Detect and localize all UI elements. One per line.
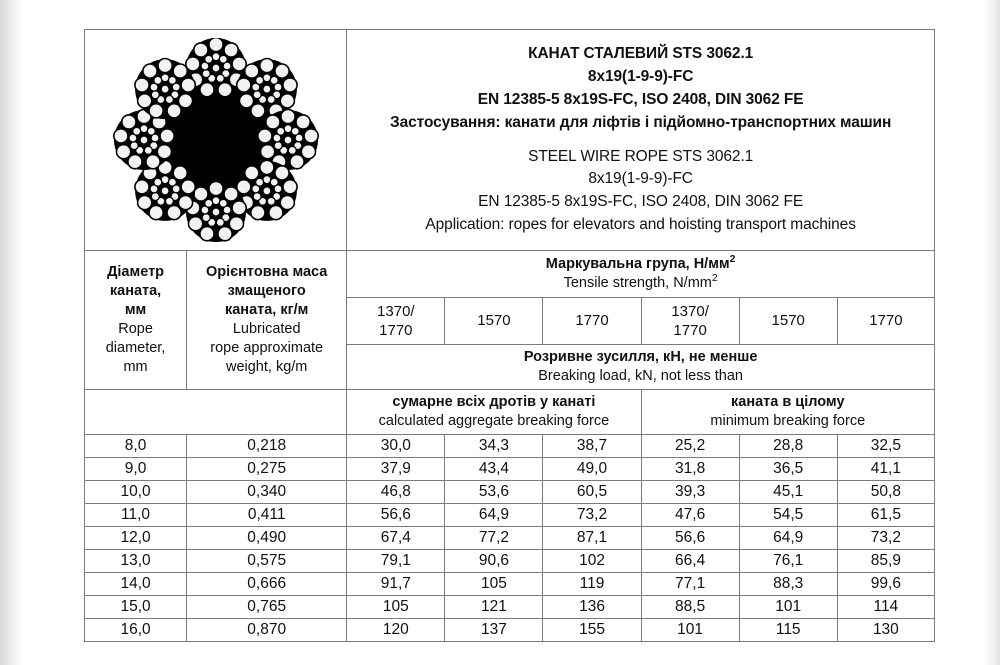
strength-value-minimum-1570: 1570 xyxy=(739,298,837,345)
cell-agg-1570: 43,4 xyxy=(445,458,543,481)
minimum-label-ua: каната в цілому xyxy=(731,393,845,410)
cell-agg-1570: 90,6 xyxy=(445,550,543,573)
cell-min-1570: 64,9 xyxy=(739,527,837,550)
title-en-line-1: STEEL WIRE ROPE STS 3062.1 xyxy=(528,147,754,165)
cell-min-1770: 85,9 xyxy=(837,550,934,573)
title-ua-line-4: Застосування: канати для ліфтів і підйомно-транспортних машин xyxy=(390,113,892,131)
cell-agg-1370: 30,0 xyxy=(347,435,445,458)
cell-min-1570: 28,8 xyxy=(739,435,837,458)
diameter-en-line-3: mm xyxy=(123,359,148,376)
cell-min-1770: 32,5 xyxy=(837,435,934,458)
cell-agg-1370: 91,7 xyxy=(347,573,445,596)
title-en-line-2: 8x19(1-9-9)-FC xyxy=(588,170,693,188)
strength-value-aggregate-1570: 1570 xyxy=(445,298,543,345)
cell-agg-1370: 120 xyxy=(347,619,445,642)
tensile-group-en-sup: 2 xyxy=(711,273,718,285)
cell-diameter: 13,0 xyxy=(85,550,187,573)
cell-agg-1770: 38,7 xyxy=(543,435,641,458)
cell-diameter: 14,0 xyxy=(85,573,187,596)
strength-value-aggregate-1770: 1770 xyxy=(543,298,641,345)
cell-agg-1370: 79,1 xyxy=(347,550,445,573)
minimum-label-en: minimum breaking force xyxy=(710,413,866,429)
cell-weight: 0,275 xyxy=(187,458,347,481)
table-row xyxy=(85,527,935,550)
aggregate-label-en: calculated aggregate breaking force xyxy=(378,413,610,429)
cell-weight: 0,765 xyxy=(187,596,347,619)
cell-agg-1770: 87,1 xyxy=(543,527,641,550)
column-header-aggregate-breaking-force xyxy=(347,390,641,435)
cell-weight: 0,490 xyxy=(187,527,347,550)
title-english xyxy=(349,146,932,237)
diameter-label-en xyxy=(87,320,184,377)
cell-min-1770: 114 xyxy=(837,596,934,619)
cell-min-1370: 39,3 xyxy=(641,481,739,504)
breaking-load-label-en: Breaking load, kN, not less than xyxy=(538,368,743,384)
diameter-ua-line-1: Діаметр xyxy=(107,263,165,280)
cell-min-1370: 77,1 xyxy=(641,573,739,596)
tensile-group-ua-text: Маркувальна група, Н/мм xyxy=(545,255,730,272)
cell-min-1770: 41,1 xyxy=(837,458,934,481)
cell-weight: 0,340 xyxy=(187,481,347,504)
strength-value-aggregate-1370-1770: 1370/ 1770 xyxy=(347,298,445,345)
rope-cross-section-cell xyxy=(85,30,347,251)
cell-min-1570: 76,1 xyxy=(739,550,837,573)
table-row xyxy=(85,435,935,458)
page-edge-shadow-right xyxy=(984,0,1000,665)
cell-weight: 0,870 xyxy=(187,619,347,642)
diameter-en-line-1: Rope xyxy=(118,321,153,337)
column-header-diameter-weight-spacer xyxy=(85,390,347,435)
title-block xyxy=(347,30,935,251)
cell-diameter: 10,0 xyxy=(85,481,187,504)
cell-min-1570: 88,3 xyxy=(739,573,837,596)
header-row-tensile-group xyxy=(85,251,935,298)
weight-label-ua xyxy=(189,263,344,320)
cell-min-1570: 115 xyxy=(739,619,837,642)
cell-min-1370: 88,5 xyxy=(641,596,739,619)
column-header-diameter xyxy=(85,251,187,390)
page-edge-shadow-left xyxy=(0,0,22,665)
cell-diameter: 16,0 xyxy=(85,619,187,642)
cell-weight: 0,411 xyxy=(187,504,347,527)
cell-agg-1370: 105 xyxy=(347,596,445,619)
strength-value-minimum-1370-1770: 1370/ 1770 xyxy=(641,298,739,345)
cell-diameter: 12,0 xyxy=(85,527,187,550)
cell-weight: 0,666 xyxy=(187,573,347,596)
weight-ua-line-3: каната, кг/м xyxy=(224,301,309,318)
column-header-minimum-breaking-force xyxy=(641,390,934,435)
cell-agg-1370: 37,9 xyxy=(347,458,445,481)
cell-diameter: 11,0 xyxy=(85,504,187,527)
rope-cross-section-icon xyxy=(87,30,344,250)
cell-agg-1570: 77,2 xyxy=(445,527,543,550)
cell-agg-1570: 64,9 xyxy=(445,504,543,527)
column-header-weight xyxy=(187,251,347,390)
table-row xyxy=(85,550,935,573)
rope-specification-table xyxy=(84,29,935,642)
diameter-en-line-2: diameter, xyxy=(105,340,166,357)
column-header-breaking-load xyxy=(347,345,935,390)
cell-agg-1570: 137 xyxy=(445,619,543,642)
cell-agg-1570: 121 xyxy=(445,596,543,619)
weight-en-line-3: weight, kg/m xyxy=(225,359,308,376)
cell-min-1370: 101 xyxy=(641,619,739,642)
cell-min-1770: 50,8 xyxy=(837,481,934,504)
cell-min-1370: 31,8 xyxy=(641,458,739,481)
title-en-line-4: Application: ropes for elevators and hoisting transport machines xyxy=(425,215,856,233)
tensile-group-label-en xyxy=(349,274,932,293)
table-row xyxy=(85,619,935,642)
diameter-ua-line-2: каната, xyxy=(109,282,162,299)
title-row xyxy=(85,30,935,251)
table-row xyxy=(85,481,935,504)
title-ua-line-3: EN 12385-5 8x19S-FC, ISO 2408, DIN 3062 FE xyxy=(477,90,804,108)
tensile-group-ua-sup: 2 xyxy=(729,254,736,266)
diameter-ua-line-3: мм xyxy=(124,301,147,318)
cell-agg-1370: 46,8 xyxy=(347,481,445,504)
cell-min-1370: 56,6 xyxy=(641,527,739,550)
table-row xyxy=(85,458,935,481)
title-ukrainian xyxy=(349,43,932,134)
title-ua-line-2: 8x19(1-9-9)-FC xyxy=(587,68,694,86)
title-en-line-3: EN 12385-5 8x19S-FC, ISO 2408, DIN 3062 FE xyxy=(478,193,804,211)
cell-min-1770: 61,5 xyxy=(837,504,934,527)
specification-sheet xyxy=(84,29,935,641)
cell-agg-1370: 56,6 xyxy=(347,504,445,527)
cell-agg-1570: 53,6 xyxy=(445,481,543,504)
cell-min-1770: 99,6 xyxy=(837,573,934,596)
cell-weight: 0,575 xyxy=(187,550,347,573)
cell-agg-1570: 105 xyxy=(445,573,543,596)
cell-agg-1770: 119 xyxy=(543,573,641,596)
cell-agg-1770: 102 xyxy=(543,550,641,573)
cell-min-1570: 54,5 xyxy=(739,504,837,527)
tensile-group-label-ua xyxy=(349,255,932,274)
weight-ua-line-2: змащеного xyxy=(227,282,306,299)
cell-weight: 0,218 xyxy=(187,435,347,458)
cell-min-1370: 25,2 xyxy=(641,435,739,458)
weight-ua-line-1: Орієнтовна маса xyxy=(206,263,328,280)
cell-agg-1770: 155 xyxy=(543,619,641,642)
tensile-group-en-text: Tensile strength, N/mm xyxy=(563,275,712,291)
weight-en-line-1: Lubricated xyxy=(232,321,301,337)
cell-min-1370: 47,6 xyxy=(641,504,739,527)
cell-min-1570: 36,5 xyxy=(739,458,837,481)
weight-en-line-2: rope approximate xyxy=(210,340,324,357)
cell-diameter: 8,0 xyxy=(85,435,187,458)
strength-value-minimum-1770: 1770 xyxy=(837,298,934,345)
table-row xyxy=(85,573,935,596)
diameter-label-ua xyxy=(87,263,184,320)
cell-diameter: 15,0 xyxy=(85,596,187,619)
cell-agg-1770: 73,2 xyxy=(543,504,641,527)
weight-label-en xyxy=(189,320,344,377)
cell-agg-1770: 49,0 xyxy=(543,458,641,481)
cell-diameter: 9,0 xyxy=(85,458,187,481)
cell-agg-1770: 60,5 xyxy=(543,481,641,504)
cell-agg-1370: 67,4 xyxy=(347,527,445,550)
table-row xyxy=(85,596,935,619)
title-ua-line-1: КАНАТ СТАЛЕВИЙ STS 3062.1 xyxy=(528,45,754,63)
column-header-tensile-strength-group xyxy=(347,251,935,298)
cell-agg-1770: 136 xyxy=(543,596,641,619)
cell-min-1570: 45,1 xyxy=(739,481,837,504)
cell-min-1570: 101 xyxy=(739,596,837,619)
cell-agg-1570: 34,3 xyxy=(445,435,543,458)
cell-min-1770: 130 xyxy=(837,619,934,642)
table-row xyxy=(85,504,935,527)
aggregate-label-ua: сумарне всіх дротів у канаті xyxy=(392,393,596,410)
breaking-load-label-ua: Розривне зусилля, кН, не менше xyxy=(523,348,758,365)
cell-min-1770: 73,2 xyxy=(837,527,934,550)
cell-min-1370: 66,4 xyxy=(641,550,739,573)
header-row-breaking-force-subgroups xyxy=(85,390,935,435)
